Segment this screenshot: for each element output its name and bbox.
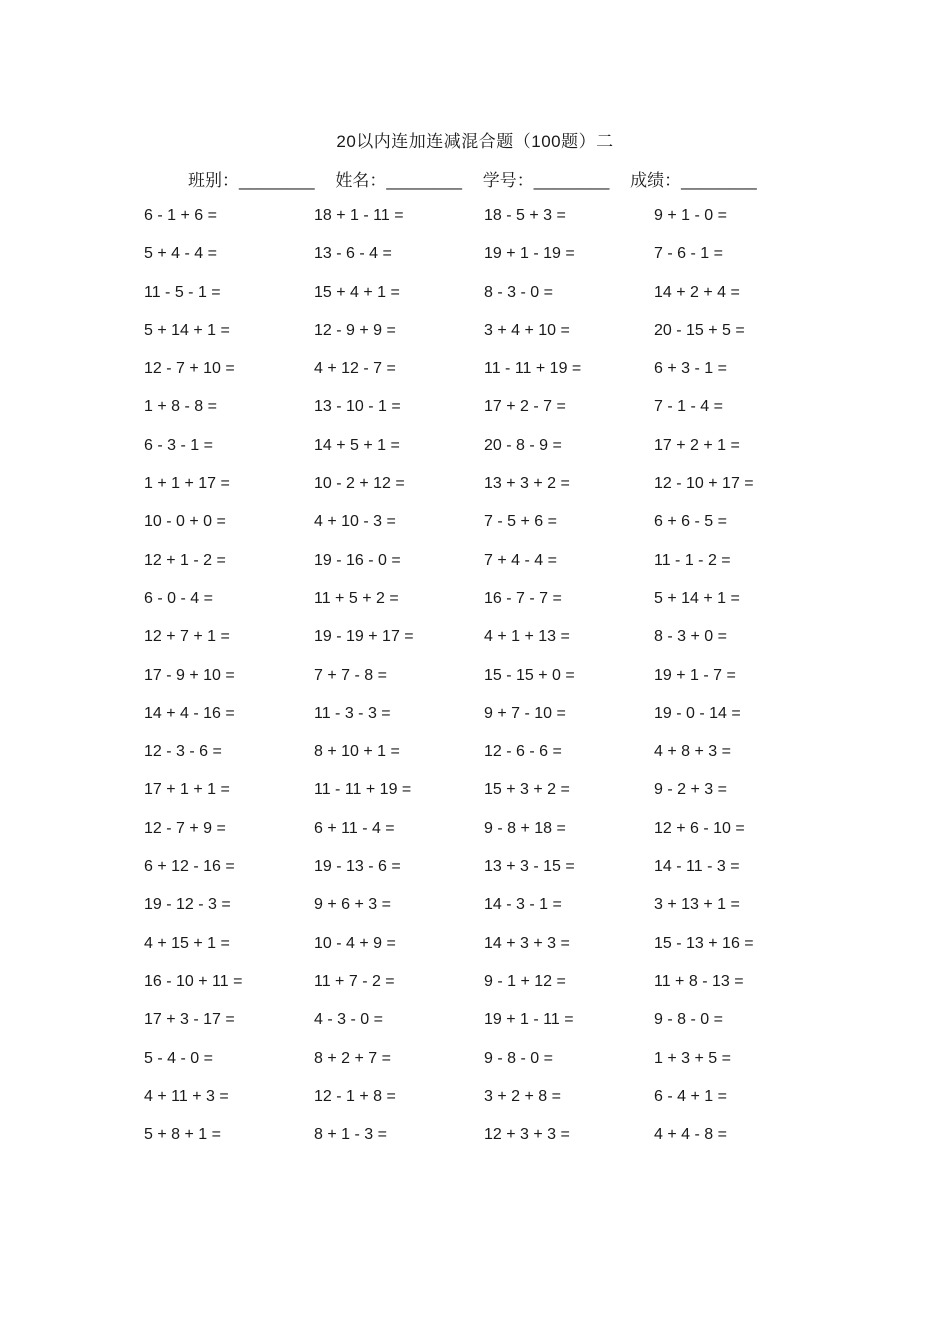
math-problem: 6 + 12 - 16 = bbox=[144, 858, 235, 876]
math-problem: 8 + 10 + 1 = bbox=[314, 743, 400, 761]
math-problem: 5 + 8 + 1 = bbox=[144, 1126, 221, 1144]
math-problem: 19 - 16 - 0 = bbox=[314, 551, 401, 569]
math-problem: 11 - 1 - 2 = bbox=[654, 551, 731, 569]
math-problem: 8 + 2 + 7 = bbox=[314, 1049, 391, 1067]
math-problem: 14 + 4 - 16 = bbox=[144, 704, 235, 722]
page-title: 20以内连加连减混合题（100题）二 bbox=[336, 132, 614, 151]
math-problem: 17 + 3 - 17 = bbox=[144, 1011, 235, 1029]
student-info-row bbox=[188, 166, 757, 191]
math-problem: 4 + 15 + 1 = bbox=[144, 934, 230, 952]
math-problem: 3 + 2 + 8 = bbox=[484, 1087, 561, 1105]
math-problem: 12 - 10 + 17 = bbox=[654, 475, 754, 493]
math-problem: 8 - 3 + 0 = bbox=[654, 628, 727, 646]
math-problem: 10 - 4 + 9 = bbox=[314, 934, 396, 952]
math-problem: 14 + 3 + 3 = bbox=[484, 934, 570, 952]
math-problem: 6 - 4 + 1 = bbox=[654, 1087, 727, 1105]
math-problem: 3 + 4 + 10 = bbox=[484, 321, 570, 339]
math-problem: 7 - 1 - 4 = bbox=[654, 398, 723, 416]
math-problem: 9 - 1 + 12 = bbox=[484, 972, 566, 990]
math-problem: 9 - 2 + 3 = bbox=[654, 781, 727, 799]
math-problem: 4 + 1 + 13 = bbox=[484, 628, 570, 646]
math-problem: 10 - 2 + 12 = bbox=[314, 475, 405, 493]
math-problem: 19 - 19 + 17 = bbox=[314, 628, 414, 646]
math-problem: 7 - 6 - 1 = bbox=[654, 245, 723, 263]
math-problem: 8 - 3 - 0 = bbox=[484, 283, 553, 301]
math-problem: 7 + 7 - 8 = bbox=[314, 666, 387, 684]
math-problem: 4 + 12 - 7 = bbox=[314, 360, 396, 378]
math-problem: 3 + 13 + 1 = bbox=[654, 896, 740, 914]
score-field: 成绩：________ bbox=[630, 171, 757, 190]
math-problem: 6 - 1 + 6 = bbox=[144, 207, 217, 224]
math-problem: 11 - 3 - 3 = bbox=[314, 704, 391, 722]
math-problem: 1 + 8 - 8 = bbox=[144, 398, 217, 416]
math-problem: 12 - 1 + 8 = bbox=[314, 1087, 396, 1105]
math-problem: 17 + 1 + 1 = bbox=[144, 781, 230, 799]
math-problem: 5 + 4 - 4 = bbox=[144, 245, 217, 263]
math-problem: 19 + 1 - 19 = bbox=[484, 245, 575, 263]
math-problem: 9 + 6 + 3 = bbox=[314, 896, 391, 914]
math-problem: 13 - 10 - 1 = bbox=[314, 398, 401, 416]
math-problem: 1 + 3 + 5 = bbox=[654, 1049, 731, 1067]
math-problem: 7 + 4 - 4 = bbox=[484, 551, 557, 569]
math-problem: 20 - 8 - 9 = bbox=[484, 436, 562, 454]
math-problem: 15 - 13 + 16 = bbox=[654, 934, 754, 952]
math-problem: 6 + 11 - 4 = bbox=[314, 819, 395, 837]
math-problem: 4 + 4 - 8 = bbox=[654, 1126, 727, 1144]
math-problem: 15 + 3 + 2 = bbox=[484, 781, 570, 799]
math-problem: 12 + 3 + 3 = bbox=[484, 1126, 570, 1144]
math-problem: 19 - 13 - 6 = bbox=[314, 858, 401, 876]
math-problem: 7 - 5 + 6 = bbox=[484, 513, 557, 531]
math-problem: 15 + 4 + 1 = bbox=[314, 283, 400, 301]
math-problem: 9 - 8 + 18 = bbox=[484, 819, 566, 837]
math-problem: 15 - 15 + 0 = bbox=[484, 666, 575, 684]
math-problem: 11 - 11 + 19 = bbox=[484, 360, 582, 378]
math-problem: 4 + 11 + 3 = bbox=[144, 1087, 229, 1105]
math-problem: 12 + 7 + 1 = bbox=[144, 628, 230, 646]
math-problem: 11 - 5 - 1 = bbox=[144, 283, 221, 301]
math-problem: 18 + 1 - 11 = bbox=[314, 207, 404, 224]
math-problem: 14 - 3 - 1 = bbox=[484, 896, 562, 914]
math-problem: 20 - 15 + 5 = bbox=[654, 321, 745, 339]
math-problem: 12 - 7 + 9 = bbox=[144, 819, 226, 837]
math-problem: 1 + 1 + 17 = bbox=[144, 475, 230, 493]
math-problem: 12 + 1 - 2 = bbox=[144, 551, 226, 569]
math-problem: 11 + 8 - 13 = bbox=[654, 972, 744, 990]
math-problem: 17 + 2 - 7 = bbox=[484, 398, 566, 416]
math-problem: 12 - 3 - 6 = bbox=[144, 743, 222, 761]
math-problem: 9 + 7 - 10 = bbox=[484, 704, 566, 722]
math-problem: 5 + 14 + 1 = bbox=[654, 589, 740, 607]
math-problem: 9 + 1 - 0 = bbox=[654, 207, 727, 224]
math-problem: 19 - 12 - 3 = bbox=[144, 896, 231, 914]
math-problem: 11 + 5 + 2 = bbox=[314, 589, 399, 607]
student-number-field: 学号：________ bbox=[482, 171, 610, 190]
math-problem: 5 - 4 - 0 = bbox=[144, 1049, 213, 1067]
math-problem: 13 + 3 + 2 = bbox=[484, 475, 570, 493]
math-problem: 9 - 8 - 0 = bbox=[484, 1049, 553, 1067]
math-problem: 18 - 5 + 3 = bbox=[484, 207, 566, 224]
math-problem: 14 + 5 + 1 = bbox=[314, 436, 400, 454]
math-problem: 12 - 6 - 6 = bbox=[484, 743, 562, 761]
math-problem: 9 - 8 - 0 = bbox=[654, 1011, 723, 1029]
math-problem: 12 - 9 + 9 = bbox=[314, 321, 396, 339]
math-problem: 4 - 3 - 0 = bbox=[314, 1011, 383, 1029]
math-problem: 13 + 3 - 15 = bbox=[484, 858, 575, 876]
math-problem: 4 + 10 - 3 = bbox=[314, 513, 396, 531]
math-problem: 4 + 8 + 3 = bbox=[654, 743, 731, 761]
math-problem: 19 + 1 - 7 = bbox=[654, 666, 736, 684]
math-problem: 6 - 0 - 4 = bbox=[144, 589, 213, 607]
math-problem: 8 + 1 - 3 = bbox=[314, 1126, 387, 1144]
math-problem: 11 - 11 + 19 = bbox=[314, 781, 412, 799]
math-problem: 13 - 6 - 4 = bbox=[314, 245, 392, 263]
math-problem: 19 - 0 - 14 = bbox=[654, 704, 741, 722]
math-problem: 12 + 6 - 10 = bbox=[654, 819, 745, 837]
math-problem: 16 - 10 + 11 = bbox=[144, 972, 243, 990]
math-problem: 19 + 1 - 11 = bbox=[484, 1011, 574, 1029]
math-problem: 14 + 2 + 4 = bbox=[654, 283, 740, 301]
math-problem: 17 - 9 + 10 = bbox=[144, 666, 235, 684]
math-problem: 17 + 2 + 1 = bbox=[654, 436, 740, 454]
math-problem: 14 - 11 - 3 = bbox=[654, 858, 740, 876]
class-field: 班别：________ bbox=[188, 171, 315, 190]
math-problem: 6 - 3 - 1 = bbox=[144, 436, 213, 454]
math-problem: 6 + 3 - 1 = bbox=[654, 360, 727, 378]
math-problem: 5 + 14 + 1 = bbox=[144, 321, 230, 339]
name-field: 姓名：________ bbox=[335, 171, 463, 190]
math-problem: 16 - 7 - 7 = bbox=[484, 589, 562, 607]
math-problem: 10 - 0 + 0 = bbox=[144, 513, 226, 531]
math-problem: 6 + 6 - 5 = bbox=[654, 513, 727, 531]
math-problem: 11 + 7 - 2 = bbox=[314, 972, 395, 990]
problem-grid bbox=[144, 205, 824, 1162]
math-problem: 12 - 7 + 10 = bbox=[144, 360, 235, 378]
